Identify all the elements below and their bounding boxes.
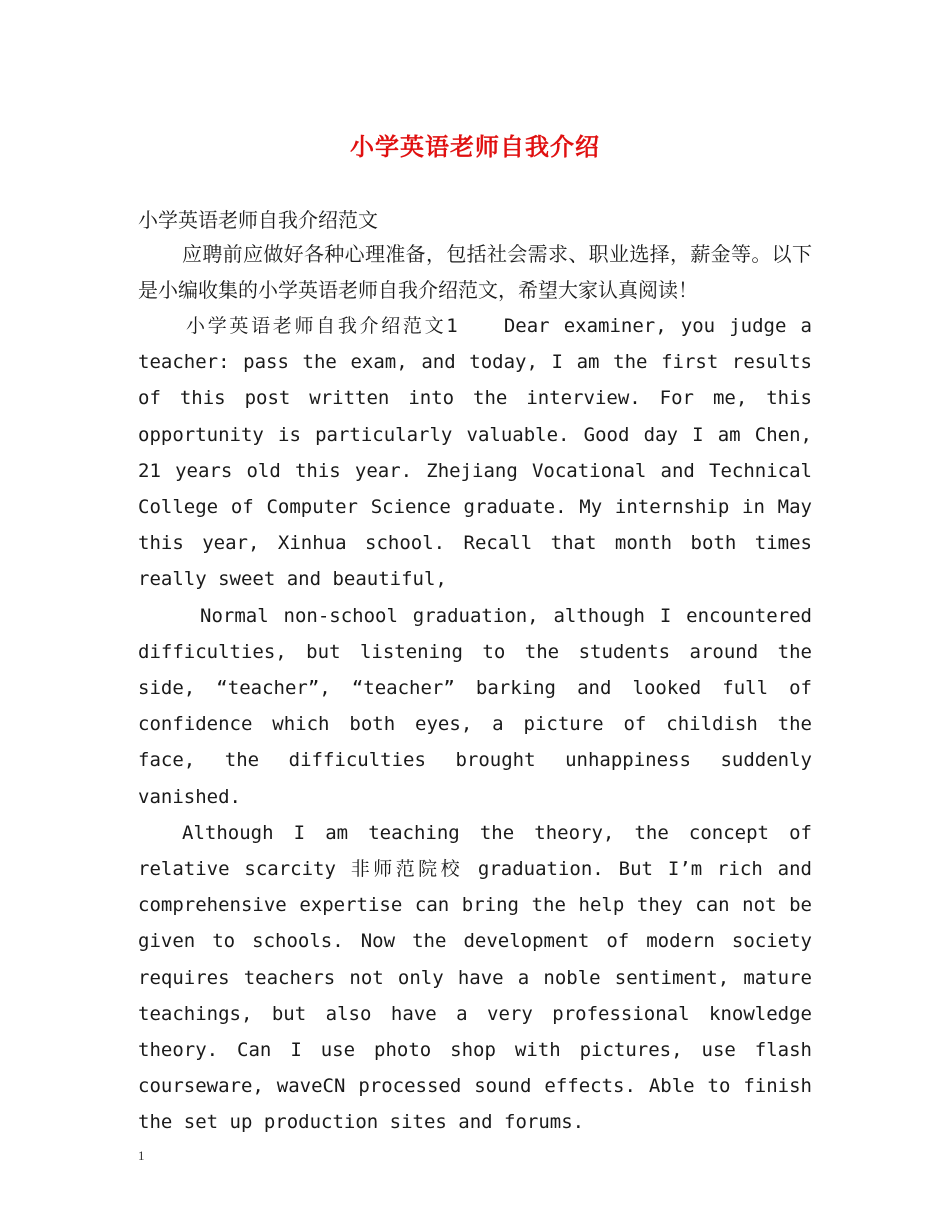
sample-paragraph-3: Although I am teaching the theory, the concept of relative scarcity 非师范院校 graduation. But I’m rich and comprehensive expertise can bring the help they can not be given to schools. Now the development of modern society requires teachers not only have a noble sentiment, mature teachings, but also have a very professional knowledge theory. Can I use photo shop with pictures, use flash courseware, waveCN processed sound effects. Able to finish the set up production sites and forums. [138, 821, 812, 1134]
page-number: 1 [138, 1148, 145, 1163]
document-title: 小学英语老师自我介绍 [350, 132, 600, 161]
sample-paragraph-2: Normal non-school graduation, although I encountered difficulties, but listening to the students around the side, “teacher”, “teacher” barking and looked full of confidence which both eyes, a picture of childish the face, the difficulties brought unhappiness suddenly vanished. [138, 604, 812, 808]
document-subtitle: 小学英语老师自我介绍范文 [138, 208, 378, 232]
document-body [138, 204, 812, 1141]
sample-paragraph-1: 小学英语老师自我介绍范文1 Dear examiner, you judge a teacher: pass the exam, and today, I am the first results of this post written into the interview. For me, this opportunity is particularly valuable. Good day I am Chen, 21 years old this year. Zhejiang Vocational and Technical College of Computer Science graduate. My internship in May this year, Xinhua school. Recall that month both times really sweet and beautiful, [138, 315, 812, 591]
intro-paragraph: 应聘前应做好各种心理准备，包括社会需求、职业选择，薪金等。以下是小编收集的小学英语老师自我介绍范文，希望大家认真阅读！ [138, 242, 812, 302]
